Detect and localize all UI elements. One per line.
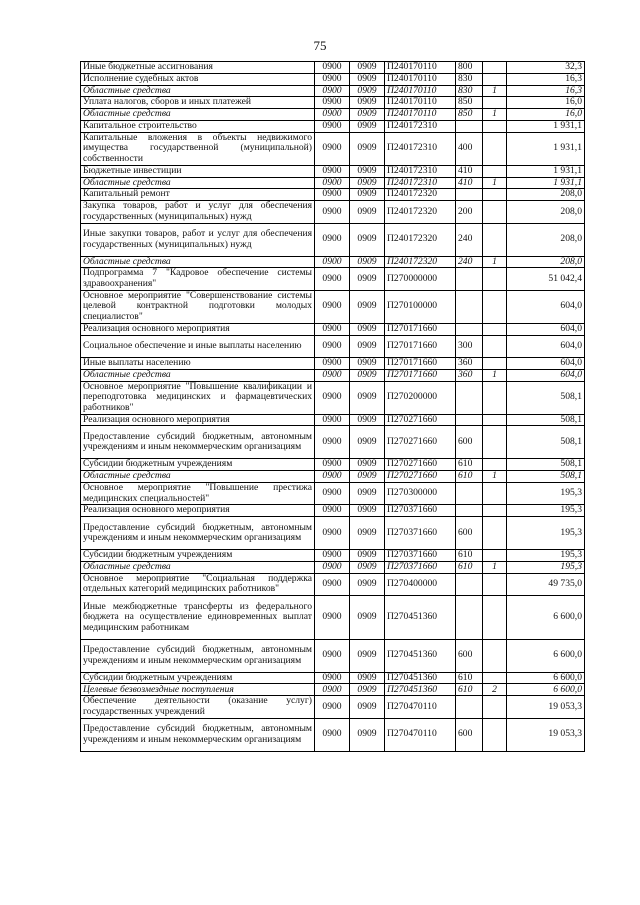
row-amount: 604,0: [507, 369, 585, 381]
row-target-article: П270400000: [385, 573, 456, 595]
row-section: 0909: [350, 517, 385, 550]
row-amount: 508,1: [507, 459, 585, 471]
row-funding-source: [483, 73, 507, 85]
row-funding-source: [483, 517, 507, 550]
table-row: [81, 268, 585, 290]
row-name: Реализация основного мероприятия: [81, 323, 315, 335]
row-section: 0909: [350, 482, 385, 504]
row-name: Предоставление субсидий бюджетным, автономным учреждениям и иным некоммерческим организациям: [81, 718, 315, 751]
row-code: 0900: [315, 718, 350, 751]
row-code: 0900: [315, 223, 350, 256]
row-funding-source: 1: [483, 109, 507, 121]
row-expense-type: 360: [456, 357, 483, 369]
row-code: 0900: [315, 201, 350, 223]
row-name: Основное мероприятие "Повышение престижа медицинских специальностей": [81, 482, 315, 504]
row-target-article: П270200000: [385, 381, 456, 414]
table-row: [81, 517, 585, 550]
row-funding-source: [483, 189, 507, 201]
row-expense-type: [456, 505, 483, 517]
row-name: Обеспечение деятельности (оказание услуг) государственных учреждений: [81, 696, 315, 718]
row-code: 0900: [315, 109, 350, 121]
row-name: Исполнение судебных актов: [81, 73, 315, 85]
row-expense-type: 300: [456, 335, 483, 357]
row-amount: 195,3: [507, 482, 585, 504]
row-section: 0909: [350, 550, 385, 562]
table-row: [81, 696, 585, 718]
table-row: [81, 426, 585, 459]
row-code: 0900: [315, 189, 350, 201]
row-name: Субсидии бюджетным учреждениям: [81, 550, 315, 562]
row-target-article: П270371660: [385, 505, 456, 517]
row-section: 0909: [350, 177, 385, 189]
row-target-article: П270000000: [385, 268, 456, 290]
row-section: 0909: [350, 73, 385, 85]
row-code: 0900: [315, 120, 350, 132]
row-section: 0909: [350, 459, 385, 471]
row-funding-source: [483, 672, 507, 684]
row-funding-source: [483, 335, 507, 357]
row-expense-type: 850: [456, 109, 483, 121]
row-code: 0900: [315, 482, 350, 504]
row-funding-source: [483, 290, 507, 323]
budget-table: [80, 61, 585, 752]
row-target-article: П240172310: [385, 120, 456, 132]
row-name: Социальное обеспечение и иные выплаты населению: [81, 335, 315, 357]
row-funding-source: [483, 97, 507, 109]
table-row: [81, 596, 585, 640]
row-expense-type: 610: [456, 550, 483, 562]
row-funding-source: 1: [483, 177, 507, 189]
table-row: [81, 550, 585, 562]
row-name: Субсидии бюджетным учреждениям: [81, 459, 315, 471]
row-code: 0900: [315, 459, 350, 471]
row-name: Бюджетные инвестиции: [81, 165, 315, 177]
row-code: 0900: [315, 256, 350, 268]
table-row: [81, 672, 585, 684]
row-funding-source: 1: [483, 471, 507, 483]
row-target-article: П240170110: [385, 97, 456, 109]
row-name: Иные межбюджетные трансферты из федерального бюджета на осуществление единовременных выплат медицинским работникам: [81, 596, 315, 640]
row-amount: 195,3: [507, 550, 585, 562]
row-code: 0900: [315, 672, 350, 684]
row-expense-type: 610: [456, 672, 483, 684]
row-amount: 195,3: [507, 505, 585, 517]
row-section: 0909: [350, 561, 385, 573]
row-name: Иные закупки товаров, работ и услуг для обеспечения государственных (муниципальных) нужд: [81, 223, 315, 256]
row-expense-type: [456, 268, 483, 290]
row-section: 0909: [350, 335, 385, 357]
row-section: 0909: [350, 718, 385, 751]
row-funding-source: [483, 62, 507, 74]
row-target-article: П270451360: [385, 672, 456, 684]
row-amount: 51 042,4: [507, 268, 585, 290]
row-section: 0909: [350, 189, 385, 201]
row-name: Уплата налогов, сборов и иных платежей: [81, 97, 315, 109]
row-code: 0900: [315, 517, 350, 550]
row-code: 0900: [315, 268, 350, 290]
row-name: Целевые безвозмездные поступления: [81, 684, 315, 696]
row-expense-type: 600: [456, 426, 483, 459]
row-name: Подпрограмма 7 "Кадровое обеспечение системы здравоохранения": [81, 268, 315, 290]
row-amount: 604,0: [507, 335, 585, 357]
row-funding-source: [483, 268, 507, 290]
row-code: 0900: [315, 596, 350, 640]
row-name: Областные средства: [81, 471, 315, 483]
row-funding-source: [483, 120, 507, 132]
row-amount: 208,0: [507, 201, 585, 223]
table-row: [81, 256, 585, 268]
row-funding-source: [483, 201, 507, 223]
row-expense-type: 610: [456, 684, 483, 696]
row-expense-type: [456, 290, 483, 323]
row-funding-source: [483, 573, 507, 595]
table-row: [81, 290, 585, 323]
row-name: Иные выплаты населению: [81, 357, 315, 369]
table-row: [81, 561, 585, 573]
row-name: Закупка товаров, работ и услуг для обеспечения государственных (муниципальных) нужд: [81, 201, 315, 223]
row-section: 0909: [350, 132, 385, 165]
table-row: [81, 73, 585, 85]
table-row: [81, 381, 585, 414]
row-expense-type: 610: [456, 561, 483, 573]
row-name: Основное мероприятие "Повышение квалификации и переподготовка медицинских и фармацевтических работников": [81, 381, 315, 414]
row-amount: 604,0: [507, 323, 585, 335]
table-row: [81, 505, 585, 517]
row-code: 0900: [315, 357, 350, 369]
table-row: [81, 323, 585, 335]
row-code: 0900: [315, 177, 350, 189]
row-funding-source: [483, 596, 507, 640]
row-target-article: П270271660: [385, 414, 456, 426]
row-section: 0909: [350, 120, 385, 132]
row-funding-source: [483, 696, 507, 718]
table-row: [81, 165, 585, 177]
row-code: 0900: [315, 132, 350, 165]
row-name: Субсидии бюджетным учреждениям: [81, 672, 315, 684]
row-target-article: П240172320: [385, 201, 456, 223]
row-target-article: П240172320: [385, 189, 456, 201]
row-expense-type: 410: [456, 177, 483, 189]
row-expense-type: 410: [456, 165, 483, 177]
table-row: [81, 414, 585, 426]
row-expense-type: 800: [456, 62, 483, 74]
row-amount: 16,3: [507, 85, 585, 97]
table-row: [81, 177, 585, 189]
row-funding-source: [483, 550, 507, 562]
row-target-article: П270271660: [385, 471, 456, 483]
row-target-article: П240170110: [385, 109, 456, 121]
row-target-article: П270451360: [385, 639, 456, 672]
row-funding-source: [483, 639, 507, 672]
row-amount: 508,1: [507, 381, 585, 414]
row-expense-type: 400: [456, 132, 483, 165]
row-target-article: П240172320: [385, 256, 456, 268]
table-body: [81, 62, 585, 752]
row-section: 0909: [350, 639, 385, 672]
table-row: [81, 369, 585, 381]
row-code: 0900: [315, 561, 350, 573]
row-funding-source: [483, 414, 507, 426]
row-expense-type: 600: [456, 718, 483, 751]
row-name: Капитальный ремонт: [81, 189, 315, 201]
row-section: 0909: [350, 85, 385, 97]
row-target-article: П270271660: [385, 426, 456, 459]
table-row: [81, 201, 585, 223]
row-funding-source: 1: [483, 561, 507, 573]
row-expense-type: [456, 189, 483, 201]
row-code: 0900: [315, 573, 350, 595]
row-section: 0909: [350, 684, 385, 696]
row-section: 0909: [350, 596, 385, 640]
row-amount: 16,0: [507, 97, 585, 109]
row-section: 0909: [350, 109, 385, 121]
row-section: 0909: [350, 62, 385, 74]
row-expense-type: [456, 596, 483, 640]
row-funding-source: [483, 165, 507, 177]
row-code: 0900: [315, 505, 350, 517]
row-funding-source: [483, 505, 507, 517]
row-code: 0900: [315, 550, 350, 562]
table-row: [81, 459, 585, 471]
table-row: [81, 573, 585, 595]
row-code: 0900: [315, 639, 350, 672]
row-target-article: П240170110: [385, 85, 456, 97]
row-code: 0900: [315, 696, 350, 718]
row-target-article: П240172310: [385, 177, 456, 189]
row-target-article: П270470110: [385, 718, 456, 751]
row-amount: 19 053,3: [507, 718, 585, 751]
row-name: Основное мероприятие "Социальная поддержка отдельных категорий медицинских работников": [81, 573, 315, 595]
row-amount: 508,1: [507, 471, 585, 483]
row-amount: 16,3: [507, 73, 585, 85]
row-funding-source: [483, 482, 507, 504]
row-code: 0900: [315, 323, 350, 335]
page-number: 75: [313, 38, 327, 53]
row-code: 0900: [315, 369, 350, 381]
row-name: Областные средства: [81, 109, 315, 121]
row-section: 0909: [350, 268, 385, 290]
row-amount: 49 735,0: [507, 573, 585, 595]
row-name: Областные средства: [81, 369, 315, 381]
table-row: [81, 482, 585, 504]
row-name: Областные средства: [81, 177, 315, 189]
table-row: [81, 639, 585, 672]
row-target-article: П240172310: [385, 132, 456, 165]
row-amount: 6 600,0: [507, 596, 585, 640]
row-section: 0909: [350, 97, 385, 109]
table-row: [81, 335, 585, 357]
row-code: 0900: [315, 62, 350, 74]
row-target-article: П270171660: [385, 323, 456, 335]
row-code: 0900: [315, 381, 350, 414]
row-amount: 6 600,0: [507, 672, 585, 684]
row-target-article: П240172310: [385, 165, 456, 177]
row-amount: 195,3: [507, 517, 585, 550]
row-name: Иные бюджетные ассигнования: [81, 62, 315, 74]
row-target-article: П270371660: [385, 550, 456, 562]
row-funding-source: 1: [483, 256, 507, 268]
table-row: [81, 684, 585, 696]
row-amount: 195,3: [507, 561, 585, 573]
row-expense-type: 600: [456, 639, 483, 672]
row-expense-type: [456, 696, 483, 718]
row-amount: 208,0: [507, 256, 585, 268]
row-expense-type: 610: [456, 471, 483, 483]
row-section: 0909: [350, 223, 385, 256]
table-row: [81, 132, 585, 165]
row-section: 0909: [350, 426, 385, 459]
row-section: 0909: [350, 505, 385, 517]
table-row: [81, 85, 585, 97]
row-code: 0900: [315, 290, 350, 323]
row-funding-source: 2: [483, 684, 507, 696]
row-target-article: П270371660: [385, 517, 456, 550]
row-section: 0909: [350, 165, 385, 177]
row-name: Основное мероприятие "Совершенствование системы целевой контрактной подготовки молодых специалистов": [81, 290, 315, 323]
row-target-article: П270171660: [385, 335, 456, 357]
row-name: Реализация основного мероприятия: [81, 505, 315, 517]
row-code: 0900: [315, 73, 350, 85]
row-expense-type: [456, 482, 483, 504]
row-target-article: П270470110: [385, 696, 456, 718]
row-section: 0909: [350, 290, 385, 323]
row-name: Капитальные вложения в объекты недвижимого имущества государственной (муниципальной) собственности: [81, 132, 315, 165]
row-amount: 32,3: [507, 62, 585, 74]
row-expense-type: [456, 381, 483, 414]
row-section: 0909: [350, 414, 385, 426]
row-name: Предоставление субсидий бюджетным, автономным учреждениям и иным некоммерческим организациям: [81, 517, 315, 550]
row-target-article: П240170110: [385, 62, 456, 74]
row-funding-source: [483, 132, 507, 165]
table-row: [81, 471, 585, 483]
table-row: [81, 109, 585, 121]
row-amount: 508,1: [507, 414, 585, 426]
table-row: [81, 223, 585, 256]
table-row: [81, 357, 585, 369]
row-section: 0909: [350, 256, 385, 268]
row-funding-source: [483, 381, 507, 414]
row-amount: 1 931,1: [507, 165, 585, 177]
row-target-article: П270371660: [385, 561, 456, 573]
row-target-article: П240172320: [385, 223, 456, 256]
row-name: Реализация основного мероприятия: [81, 414, 315, 426]
row-expense-type: [456, 573, 483, 595]
row-funding-source: 1: [483, 85, 507, 97]
row-funding-source: [483, 323, 507, 335]
row-name: Предоставление субсидий бюджетным, автономным учреждениям и иным некоммерческим организациям: [81, 426, 315, 459]
row-target-article: П270451360: [385, 596, 456, 640]
row-funding-source: [483, 718, 507, 751]
row-target-article: П240170110: [385, 73, 456, 85]
row-amount: 6 600,0: [507, 639, 585, 672]
row-section: 0909: [350, 357, 385, 369]
row-section: 0909: [350, 471, 385, 483]
row-amount: 6 600,0: [507, 684, 585, 696]
table-row: [81, 718, 585, 751]
row-expense-type: 830: [456, 85, 483, 97]
row-amount: 508,1: [507, 426, 585, 459]
row-code: 0900: [315, 85, 350, 97]
row-section: 0909: [350, 696, 385, 718]
row-target-article: П270451360: [385, 684, 456, 696]
row-code: 0900: [315, 97, 350, 109]
row-amount: 1 931,1: [507, 177, 585, 189]
row-expense-type: [456, 414, 483, 426]
row-code: 0900: [315, 335, 350, 357]
row-target-article: П270100000: [385, 290, 456, 323]
row-expense-type: 240: [456, 256, 483, 268]
row-expense-type: 200: [456, 201, 483, 223]
row-name: Областные средства: [81, 256, 315, 268]
row-section: 0909: [350, 323, 385, 335]
row-expense-type: [456, 120, 483, 132]
row-expense-type: 850: [456, 97, 483, 109]
row-amount: 208,0: [507, 189, 585, 201]
row-expense-type: 830: [456, 73, 483, 85]
row-amount: 208,0: [507, 223, 585, 256]
row-name: Областные средства: [81, 561, 315, 573]
row-amount: 604,0: [507, 357, 585, 369]
row-target-article: П270271660: [385, 459, 456, 471]
row-funding-source: [483, 223, 507, 256]
row-section: 0909: [350, 201, 385, 223]
table-row: [81, 189, 585, 201]
row-section: 0909: [350, 672, 385, 684]
row-expense-type: [456, 323, 483, 335]
table-row: [81, 62, 585, 74]
row-section: 0909: [350, 369, 385, 381]
row-code: 0900: [315, 684, 350, 696]
row-target-article: П270171660: [385, 369, 456, 381]
row-code: 0900: [315, 414, 350, 426]
row-section: 0909: [350, 573, 385, 595]
row-amount: 19 053,3: [507, 696, 585, 718]
row-target-article: П270171660: [385, 357, 456, 369]
row-section: 0909: [350, 381, 385, 414]
row-code: 0900: [315, 471, 350, 483]
row-expense-type: 360: [456, 369, 483, 381]
table-row: [81, 120, 585, 132]
row-amount: 1 931,1: [507, 120, 585, 132]
row-name: Областные средства: [81, 85, 315, 97]
row-expense-type: 600: [456, 517, 483, 550]
row-expense-type: 240: [456, 223, 483, 256]
row-funding-source: [483, 426, 507, 459]
row-code: 0900: [315, 426, 350, 459]
table-row: [81, 97, 585, 109]
row-amount: 16,0: [507, 109, 585, 121]
row-funding-source: [483, 357, 507, 369]
row-funding-source: [483, 459, 507, 471]
row-name: Капитальное строительство: [81, 120, 315, 132]
row-name: Предоставление субсидий бюджетным, автономным учреждениям и иным некоммерческим организациям: [81, 639, 315, 672]
row-expense-type: 610: [456, 459, 483, 471]
row-funding-source: 1: [483, 369, 507, 381]
row-amount: 604,0: [507, 290, 585, 323]
row-target-article: П270300000: [385, 482, 456, 504]
row-code: 0900: [315, 165, 350, 177]
row-amount: 1 931,1: [507, 132, 585, 165]
